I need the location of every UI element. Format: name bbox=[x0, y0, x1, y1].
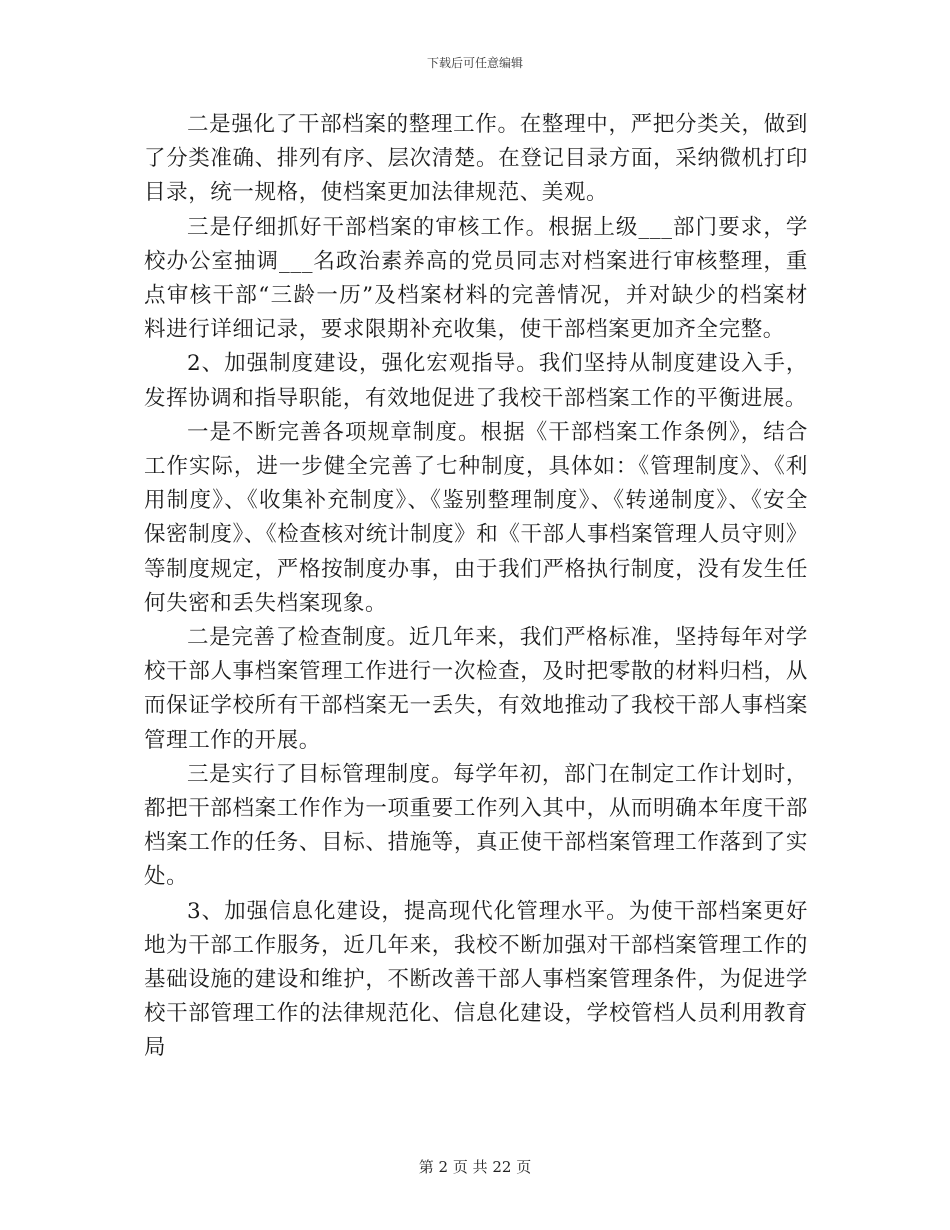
paragraph-7: 3、加强信息化建设，提高现代化管理水平。为使干部档案更好地为干部工作服务，近几年来，我校不断加强对干部档案管理工作的基础设施的建设和维护，不断改善干部人事档案管理条件，为促进学校干部管理工作的法律规范化、信息化建设，学校管档人员利用教育局 bbox=[144, 898, 808, 1061]
paragraph-1: 二是强化了干部档案的整理工作。在整理中，严把分类关，做到了分类准确、排列有序、层次清楚。在登记目录方面，采纳微机打印目录，统一规格，使档案更加法律规范、美观。 bbox=[144, 112, 808, 206]
paragraph-6: 三是实行了目标管理制度。每学年初，部门在制定工作计划时，都把干部档案工作作为一项重要工作列入其中，从而明确本年度干部档案工作的任务、目标、措施等，真正使干部档案管理工作落到了实处。 bbox=[144, 761, 808, 890]
paragraph-3: 2、加强制度建设，强化宏观指导。我们坚持从制度建设入手，发挥协调和指导职能，有效地促进了我校干部档案工作的平衡进展。 bbox=[144, 351, 808, 411]
paragraph-4: 一是不断完善各项规章制度。根据《干部档案工作条例》，结合工作实际，进一步健全完善了七种制度，具体如：《管理制度》、《利用制度》、《收集补充制度》、《鉴别整理制度》、《转递制度》、《安全保密制度》、《检查核对统计制度》和《干部人事档案管理人员守则》等制度规定，严格按制度办事，由于我们严格执行制度，没有发生任何失密和丢失档案现象。 bbox=[144, 419, 808, 616]
page-header-note: 下载后可任意编辑 bbox=[426, 56, 523, 70]
paragraph-5: 二是完善了检查制度。近几年来，我们严格标准，坚持每年对学校干部人事档案管理工作进行一次检查，及时把零散的材料归档，从而保证学校所有干部档案无一丢失，有效地推动了我校干部人事档案管理工作的开展。 bbox=[144, 625, 808, 753]
paragraph-2: 三是仔细抓好干部档案的审核工作。根据上级___部门要求，学校办公室抽调___名政治素养高的党员同志对档案进行审核整理，重点审核干部“三龄一历”及档案材料的完善情况，并对缺少的档案材料进行详细记录，要求限期补充收集，使干部档案更加齐全完整。 bbox=[144, 214, 808, 343]
document-body bbox=[144, 108, 808, 1066]
page-number-footer: 第 2 页 共 22 页 bbox=[418, 1158, 532, 1176]
